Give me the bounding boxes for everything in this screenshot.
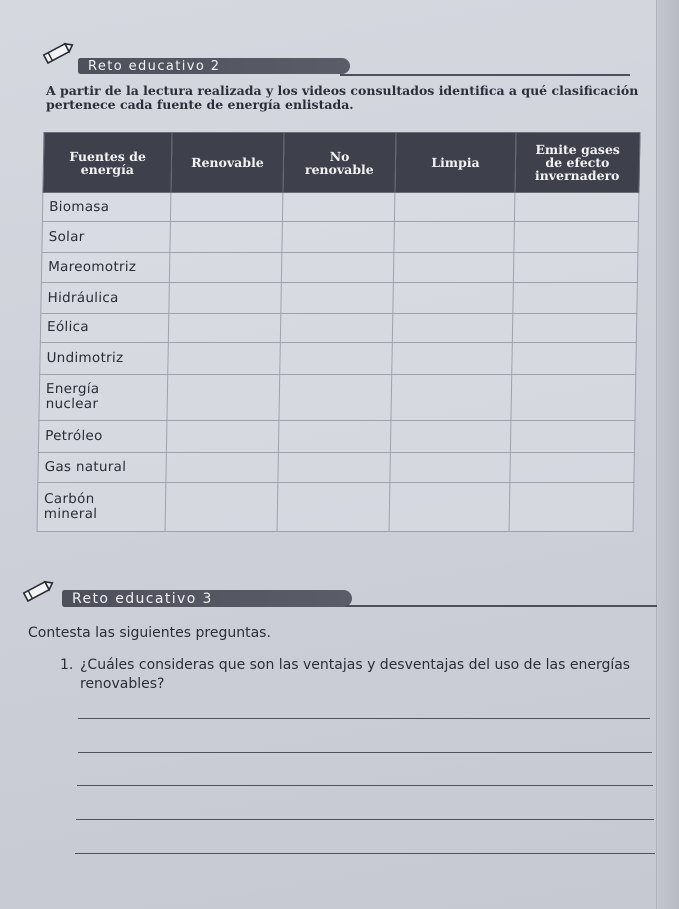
header-fuentes: Fuentes de energía <box>43 133 172 193</box>
table-row <box>41 283 638 313</box>
instruction-text <box>46 84 646 112</box>
answer-line[interactable] <box>77 785 653 786</box>
answer-cell[interactable] <box>392 343 513 374</box>
answer-line[interactable] <box>75 853 655 854</box>
row-label: Biomasa <box>42 193 171 222</box>
answer-cell[interactable] <box>509 483 634 532</box>
pencil-icon <box>40 38 76 66</box>
answer-cell[interactable] <box>166 421 279 452</box>
section-title-reto-2: Reto educativo 2 <box>78 58 350 74</box>
answer-cell[interactable] <box>278 452 391 482</box>
header-emite-gases: Emite gases de efecto invernadero <box>515 133 640 193</box>
table-row <box>42 193 639 222</box>
answer-cell[interactable] <box>514 193 639 222</box>
row-label: Energía nuclear <box>39 374 168 421</box>
energy-classification-table <box>37 132 641 532</box>
answer-cell[interactable] <box>282 193 395 222</box>
answer-cell[interactable] <box>393 252 514 282</box>
answer-cell[interactable] <box>277 483 390 532</box>
answer-line[interactable] <box>78 718 650 719</box>
table-row <box>40 343 637 374</box>
answer-cell[interactable] <box>282 222 395 252</box>
question-line: renovables? <box>80 676 165 692</box>
answer-cell[interactable] <box>511 374 636 421</box>
table-row <box>41 252 638 282</box>
answer-cell[interactable] <box>279 374 392 421</box>
answer-cell[interactable] <box>281 283 394 313</box>
answer-cell[interactable] <box>389 483 510 532</box>
question-text <box>80 656 660 694</box>
answer-cell[interactable] <box>170 193 283 222</box>
table-row <box>40 313 637 342</box>
answer-cell[interactable] <box>394 222 515 252</box>
question-line: ¿Cuáles consideras que son las ventajas y desventajas del uso de las energías <box>80 657 631 673</box>
answer-cell[interactable] <box>168 343 281 374</box>
answer-cell[interactable] <box>167 374 280 421</box>
answer-cell[interactable] <box>393 283 514 313</box>
row-label: Petróleo <box>38 421 167 452</box>
header-no-renovable: No renovable <box>283 133 396 193</box>
answer-cell[interactable] <box>280 343 393 374</box>
header-renovable: Renovable <box>171 133 284 193</box>
page-edge <box>656 0 679 909</box>
row-label: Carbón mineral <box>37 483 166 532</box>
answer-cell[interactable] <box>510 452 635 482</box>
answer-cell[interactable] <box>394 193 515 222</box>
table-row <box>39 374 636 421</box>
row-label: Solar <box>42 222 171 252</box>
header-limpia: Limpia <box>395 133 516 193</box>
answer-cell[interactable] <box>168 313 281 342</box>
question-number: 1. <box>60 657 74 673</box>
section-title-reto-3: Reto educativo 3 <box>62 590 352 607</box>
table-row <box>37 483 634 532</box>
answer-cell[interactable] <box>392 313 513 342</box>
answer-cell[interactable] <box>512 313 637 342</box>
instruction-line: pertenece cada fuente de energía enlistada. <box>46 97 354 112</box>
answer-cell[interactable] <box>280 313 393 342</box>
answer-cell[interactable] <box>390 452 511 482</box>
answer-cell[interactable] <box>165 483 278 532</box>
answer-cell[interactable] <box>390 421 511 452</box>
answer-cell[interactable] <box>510 421 635 452</box>
answer-cell[interactable] <box>281 252 394 282</box>
table-row <box>38 452 635 482</box>
answer-cell[interactable] <box>170 222 283 252</box>
row-label: Undimotriz <box>40 343 169 374</box>
answer-cell[interactable] <box>166 452 279 482</box>
table-row <box>38 421 635 452</box>
instruction-text: Contesta las siguientes preguntas. <box>28 625 271 641</box>
answer-line[interactable] <box>76 819 654 820</box>
header-rule <box>340 74 630 76</box>
row-label: Gas natural <box>38 452 167 482</box>
answer-cell[interactable] <box>169 252 282 282</box>
table-row <box>42 222 639 252</box>
pencil-icon <box>20 576 56 604</box>
header-rule <box>345 605 657 607</box>
row-label: Eólica <box>40 313 169 342</box>
answer-cell[interactable] <box>391 374 512 421</box>
answer-cell[interactable] <box>514 222 639 252</box>
row-label: Hidráulica <box>41 283 170 313</box>
answer-cell[interactable] <box>278 421 391 452</box>
answer-cell[interactable] <box>513 283 638 313</box>
answer-cell[interactable] <box>512 343 637 374</box>
instruction-line: A partir de la lectura realizada y los videos consultados identifica a qué clasificación <box>46 83 639 98</box>
answer-line[interactable] <box>78 752 652 753</box>
table-header-row <box>43 133 640 193</box>
answer-cell[interactable] <box>513 252 638 282</box>
row-label: Mareomotriz <box>41 252 170 282</box>
answer-cell[interactable] <box>169 283 282 313</box>
